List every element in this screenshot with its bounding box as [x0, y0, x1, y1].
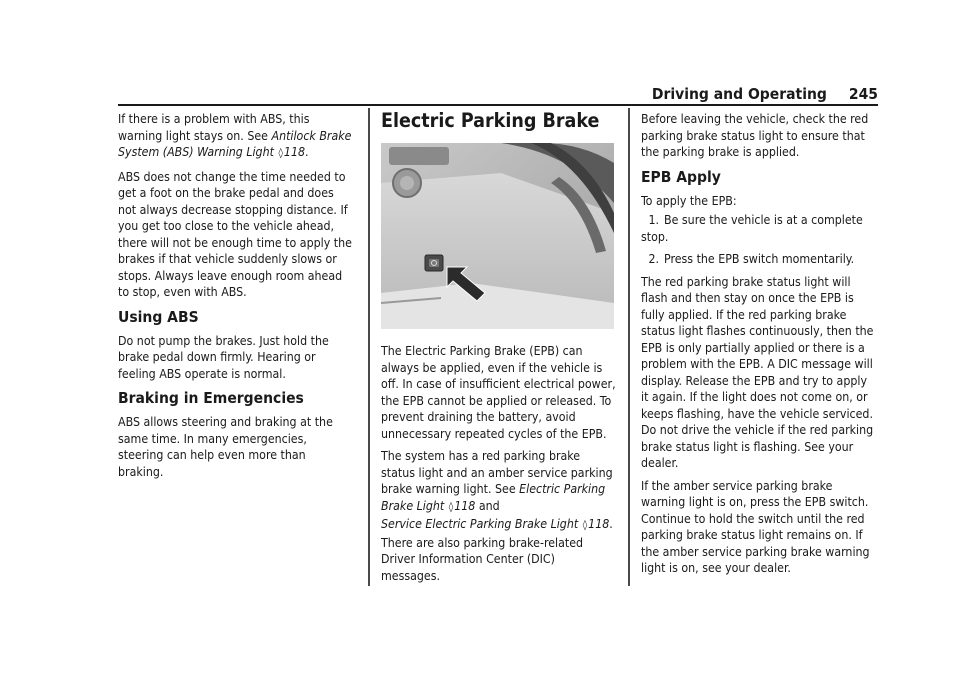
paragraph-status-light: The red parking brake status light will flash and then stay on once the EPB is fully applied. If the red parking brake status light flashes continuously, then the EPB is only partially applied or there is a problem with the EPB. A DIC message will display. Release the EPB and try to apply it again. If the light does not come on, or keeps flashing, have the vehicle serviced. Do not drive the vehicle if the red parking brake status light is flashing. See your dealer.: [641, 274, 874, 470]
header-rule: [118, 104, 878, 106]
paragraph-epb-intro: The Electric Parking Brake (EPB) can always be applied, even if the vehicle is off. In case of insufficient electrical power, the EPB cannot be applied or released. To prevent draining the battery, avoid unnecessary repeated cycles of the EPB.: [381, 344, 616, 441]
list-number: 1.: [648, 213, 659, 227]
paragraph-braking-emergencies: ABS allows steering and braking at the same time. In many emergencies, steering can help even more than braking.: [118, 415, 333, 479]
list-item: 2. Press the EPB switch momentarily.: [641, 251, 877, 268]
paragraph-amber-warning: If the amber service parking brake warning light is on, press the EPB switch. Continue to hold the switch until the red parking brake status light remains on. If the amber service parking brake warning light is on, see your dealer.: [641, 478, 870, 575]
xref-page[interactable]: 118: [588, 517, 610, 531]
page-ref-icon: ◊: [448, 501, 454, 513]
paragraph-using-abs: Do not pump the brakes. Just hold the brake pedal down firmly. Hearing or feeling ABS operate is normal.: [118, 333, 329, 381]
xref-service-epb-light[interactable]: Service Electric Parking Brake Light: [381, 517, 579, 531]
column-divider-2: [628, 108, 630, 586]
heading-epb-apply: EPB Apply: [641, 167, 721, 186]
column-1: [118, 111, 354, 486]
paragraph-to-apply: To apply the EPB:: [641, 193, 737, 208]
page-ref-icon: ◊: [582, 520, 588, 531]
paragraph-before-leaving: Before leaving the vehicle, check the red parking brake status light to ensure that the parking brake is applied.: [641, 112, 869, 159]
xref-abs-warning-light[interactable]: Antilock Brake System (ABS) Warning Light: [118, 128, 352, 159]
parking-brake-switch-photo: [381, 143, 614, 329]
heading-braking-emergencies: Braking in Emergencies: [118, 389, 304, 407]
heading-using-abs: Using ABS: [118, 307, 199, 326]
column-divider-1: [368, 108, 370, 586]
xref-page[interactable]: 118: [283, 145, 306, 159]
xref-page[interactable]: 118: [454, 498, 476, 513]
page-number: 245: [848, 85, 878, 103]
section-title: Driving and Operating: [651, 85, 827, 103]
heading-electric-parking-brake: Electric Parking Brake: [381, 109, 600, 132]
list-number: 2.: [648, 252, 659, 266]
column-3: [641, 111, 877, 583]
xref-epb-light[interactable]: Electric Parking Brake Light: [381, 482, 606, 513]
list-item: 1. Be sure the vehicle is at a complete stop.: [641, 213, 863, 244]
page-ref-icon: ◊: [278, 148, 283, 159]
paragraph-abs-warning: If there is a problem with ABS, this warning light stays on. See Antilock Brake System (ABS) Warning Light ◊118.: [118, 112, 352, 159]
paragraph-abs-stopping: ABS does not change the time needed to get a foot on the brake pedal and does not always decrease stopping distance. If you get too close to the vehicle ahead, there will not be enough time to apply the brakes if that vehicle suddenly slows or stops. Always leave enough room ahead to stop, even with ABS.: [118, 169, 352, 299]
column-2: [381, 109, 617, 590]
paragraph-epb-lights: The system has a red parking brake status light and an amber service parking brake warning light. See Electric Parking Brake Light ◊118 and Service Electric Parking Brake Light ◊118. There are also parking brake-related Driver Information Center (DIC) messages.: [381, 449, 613, 583]
